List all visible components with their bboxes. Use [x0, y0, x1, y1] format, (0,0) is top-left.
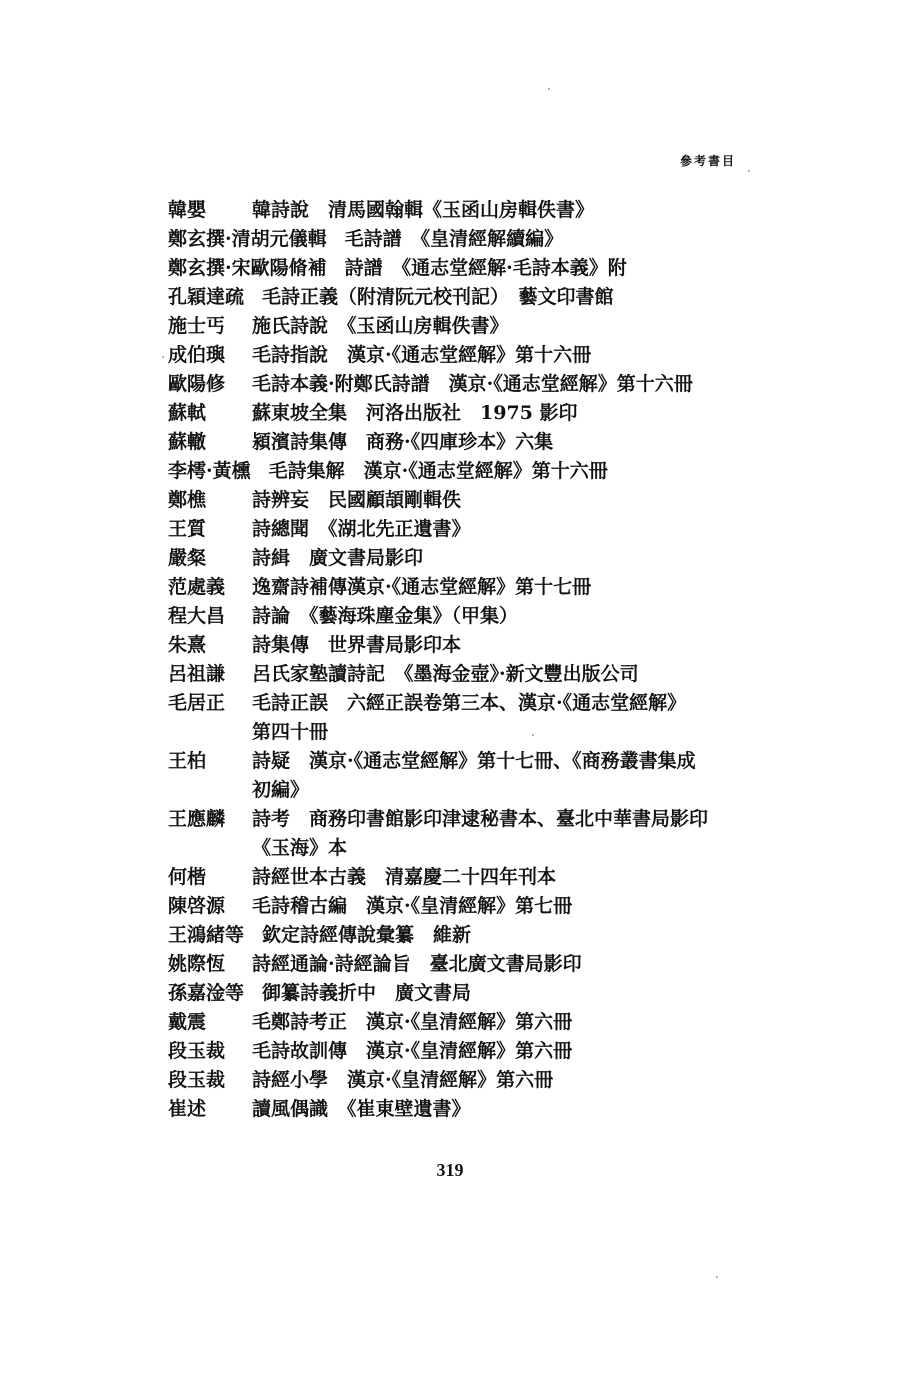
- entry-work-continuation: 初編》: [252, 779, 310, 801]
- bibliography-entry: [168, 1037, 768, 1066]
- page-number: 319: [436, 1160, 464, 1180]
- entry-work: [252, 1095, 768, 1124]
- entry-author: 程大昌: [168, 605, 226, 627]
- entry-work: [252, 950, 768, 979]
- bibliography-entry: [168, 196, 768, 225]
- entry-author: 段玉裁: [168, 1069, 226, 1091]
- entry-work: [252, 747, 768, 805]
- bibliography-list: [168, 196, 768, 1124]
- entry-work: [252, 1037, 768, 1066]
- bibliography-entry: [168, 1008, 768, 1037]
- entry-author: 蘇轍: [168, 431, 207, 453]
- entry-work-text: 詩經小學 漢京·《皇清經解》第六冊: [252, 1069, 554, 1091]
- entry-author: 李樗·黃櫄: [168, 460, 251, 482]
- entry-work: [252, 602, 768, 631]
- entry-author: 戴震: [168, 1011, 207, 1033]
- bibliography-entry: [168, 747, 768, 805]
- entry-work-text: 詩經通論·詩經論旨 臺北廣文書局影印: [252, 953, 582, 975]
- entry-work-text: 呂氏家塾讀詩記 《墨海金壺》·新文豐出版公司: [252, 663, 639, 685]
- entry-author: 王柏: [168, 750, 207, 772]
- entry-author: 鄭樵: [168, 489, 207, 511]
- entry-work-text: 詩集傳 世界書局影印本: [252, 634, 462, 656]
- bibliography-entry: [168, 689, 768, 747]
- bibliography-entry: [168, 631, 768, 660]
- entry-work-text: 施氏詩說 《玉函山房輯佚書》: [252, 315, 509, 337]
- bibliography-entry: [168, 370, 768, 399]
- bibliography-entry: [168, 225, 768, 254]
- entry-work: [252, 486, 768, 515]
- entry-work-text: 毛詩正誤 六經正誤卷第三本、漢京·《通志堂經解》: [252, 692, 687, 714]
- entry-work-text: 毛詩故訓傳 漢京·《皇清經解》第六冊: [252, 1040, 573, 1062]
- entry-work-text: 毛鄭詩考正 漢京·《皇清經解》第六冊: [252, 1011, 573, 1033]
- entry-author: 成伯璵: [168, 344, 226, 366]
- entry-work-text: 欽定詩經傳說彙纂 維新: [262, 924, 472, 946]
- entry-work-text: 毛詩指說 漢京·《通志堂經解》第十六冊: [252, 344, 592, 366]
- bibliography-entry: [168, 863, 768, 892]
- entry-author: 孔穎達疏: [168, 286, 245, 308]
- entry-work-continuation: 第四十冊: [252, 721, 329, 743]
- bibliography-entry: [168, 428, 768, 457]
- entry-work: [244, 283, 768, 312]
- bibliography-entry: [168, 254, 768, 283]
- bibliography-entry: [168, 892, 768, 921]
- entry-work: [252, 689, 768, 747]
- entry-work-text: 詩論 《藝海珠塵金集》（甲集）: [252, 605, 519, 627]
- entry-work-text: 詩譜 《通志堂經解·毛詩本義》附: [344, 257, 627, 279]
- scan-speck: [162, 356, 164, 358]
- entry-work-text: 御纂詩義折中 廣文書局: [262, 982, 472, 1004]
- entry-work: [244, 979, 768, 1008]
- scan-speck: [748, 170, 750, 172]
- entry-author: 王質: [168, 518, 207, 540]
- running-head: 參考書目: [680, 154, 737, 168]
- bibliography-entry: [168, 805, 768, 863]
- entry-work: [244, 921, 768, 950]
- entry-author: 姚際恆: [168, 953, 226, 975]
- entry-work: [252, 660, 768, 689]
- entry-author: 孫嘉淦等: [168, 982, 245, 1004]
- entry-work-text: 毛詩稽古編 漢京·《皇清經解》第七冊: [252, 895, 573, 917]
- entry-author: 朱熹: [168, 634, 207, 656]
- entry-work: [252, 428, 768, 457]
- bibliography-entry: [168, 660, 768, 689]
- bibliography-entry: [168, 312, 768, 341]
- entry-work: [327, 254, 768, 283]
- entry-work: [252, 399, 768, 428]
- bibliography-entry: [168, 573, 768, 602]
- scan-speck: [716, 1276, 718, 1278]
- entry-work-text: 毛詩本義·附鄭氏詩譜 漢京·《通志堂經解》第十六冊: [252, 373, 693, 395]
- entry-work-text: 潁濱詩集傳 商務·《四庫珍本》六集: [252, 431, 554, 453]
- bibliography-entry: [168, 979, 768, 1008]
- entry-work-text: 蘇東坡全集 河洛出版社 1975 影印: [252, 402, 578, 424]
- entry-work-text: 讀風偶識 《崔東壁遺書》: [252, 1098, 471, 1120]
- entry-work: [252, 573, 768, 602]
- entry-work: [252, 1066, 768, 1095]
- entry-work: [252, 631, 768, 660]
- entry-work-continuation: 《玉海》本: [252, 837, 348, 859]
- entry-author: 鄭玄撰·清胡元儀輯: [168, 228, 327, 250]
- entry-author: 何楷: [168, 866, 207, 888]
- entry-work-text: 詩辨妄 民國顧頡剛輯佚: [252, 489, 462, 511]
- entry-work: [252, 370, 768, 399]
- entry-work: [252, 515, 768, 544]
- bibliography-entry: [168, 1066, 768, 1095]
- bibliography-entry: [168, 457, 768, 486]
- entry-work-text: 毛詩譜 《皇清經解續編》: [344, 228, 564, 250]
- entry-work-text: 詩總聞 《湖北先正遺書》: [252, 518, 471, 540]
- entry-work: [252, 341, 768, 370]
- entry-author: 呂祖謙: [168, 663, 226, 685]
- entry-work: [251, 457, 768, 486]
- entry-author: 嚴粲: [168, 547, 207, 569]
- entry-work-text: 韓詩說 清馬國翰輯《玉函山房輯佚書》: [252, 199, 595, 221]
- entry-author: 鄭玄撰·宋歐陽脩補: [168, 257, 327, 279]
- bibliography-entry: [168, 950, 768, 979]
- bibliography-entry: [168, 341, 768, 370]
- bibliography-entry: [168, 602, 768, 631]
- entry-work: [252, 544, 768, 573]
- entry-author: 范處義: [168, 576, 226, 598]
- bibliography-entry: [168, 1095, 768, 1124]
- entry-author: 韓嬰: [168, 199, 207, 221]
- entry-work: [252, 312, 768, 341]
- bibliography-entry: [168, 921, 768, 950]
- entry-author: 歐陽修: [168, 373, 226, 395]
- entry-work: [252, 805, 768, 863]
- entry-work-text: 詩經世本古義 清嘉慶二十四年刊本: [252, 866, 557, 888]
- entry-author: 段玉裁: [168, 1040, 226, 1062]
- entry-author: 王鴻緒等: [168, 924, 245, 946]
- entry-work-text: 詩疑 漢京·《通志堂經解》第十七冊、《商務叢書集成: [252, 750, 696, 772]
- entry-work: [252, 196, 768, 225]
- entry-work-text: 逸齋詩補傳漢京·《通志堂經解》第十七冊: [252, 576, 592, 598]
- entry-work-text: 毛詩正義（附清阮元校刊記） 藝文印書館: [262, 286, 614, 308]
- entry-author: 崔述: [168, 1098, 207, 1120]
- entry-author: 毛居正: [168, 692, 226, 714]
- entry-author: 施士丐: [168, 315, 226, 337]
- bibliography-entry: [168, 399, 768, 428]
- entry-work: [252, 1008, 768, 1037]
- bibliography-entry: [168, 283, 768, 312]
- entry-author: 陳啓源: [168, 895, 226, 917]
- bibliography-entry: [168, 544, 768, 573]
- entry-work-text: 毛詩集解 漢京·《通志堂經解》第十六冊: [268, 460, 608, 482]
- entry-author: 蘇軾: [168, 402, 207, 424]
- entry-work: [252, 863, 768, 892]
- bibliography-entry: [168, 515, 768, 544]
- scan-speck: [548, 88, 550, 90]
- entry-work-text: 詩考 商務印書館影印津逮秘書本、臺北中華書局影印: [252, 808, 709, 830]
- scan-speck: [532, 734, 534, 736]
- entry-work: [327, 225, 768, 254]
- entry-work-text: 詩緝 廣文書局影印: [252, 547, 424, 569]
- bibliography-entry: [168, 486, 768, 515]
- entry-work: [252, 892, 768, 921]
- entry-author: 王應麟: [168, 808, 226, 830]
